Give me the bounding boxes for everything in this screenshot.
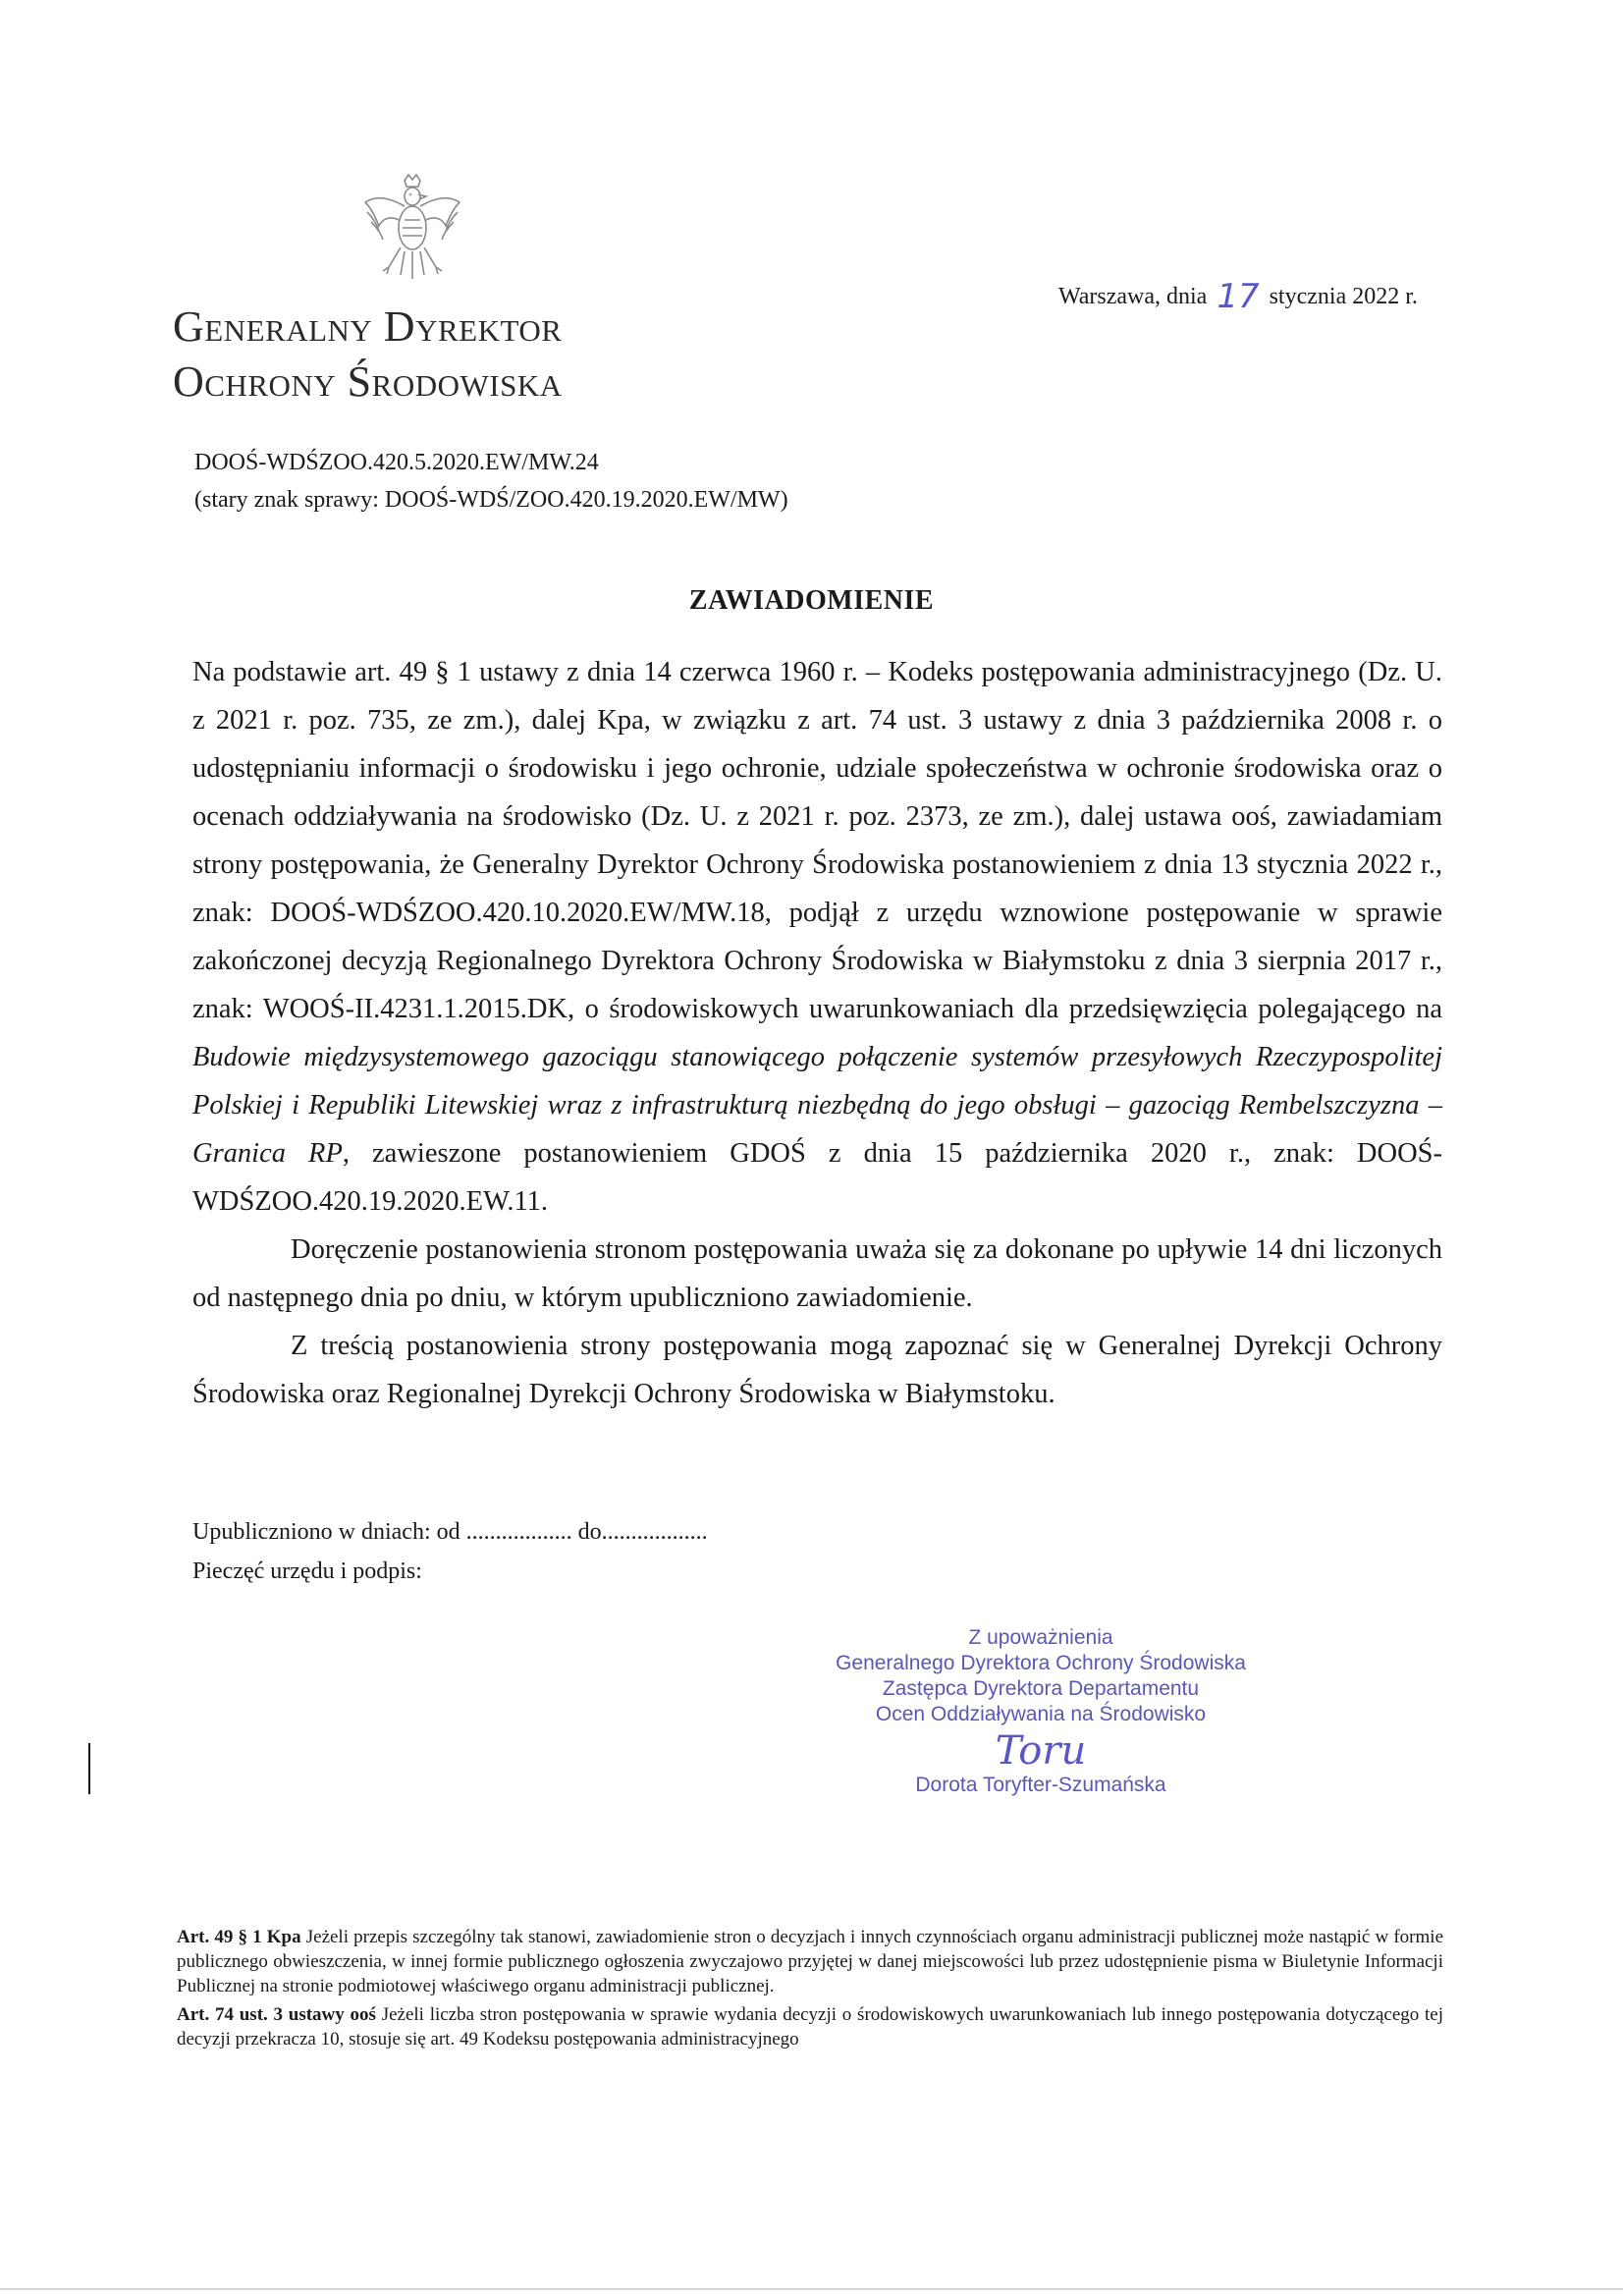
stamp-and-signature-label: Pieczęć urzędu i podpis:: [192, 1558, 422, 1584]
case-references: [194, 444, 788, 519]
stamp-line-1: Z upoważnienia: [968, 1626, 1113, 1649]
footnote-1: [177, 1925, 1443, 1998]
paragraph-1-text-a: Na podstawie art. 49 § 1 ustawy z dnia 14 czerwca 1960 r. – Kodeks postępowania administracyjnego (Dz. U. z 2021 r. poz. 735, ze zm.), dalej Kpa, w związku z art. 74 ust. 3 ustawy z dnia 3 października 2008 r. o udostępnianiu informacji o środowisku i jego ochronie, udziale społeczeństwa w ochronie środowiska oraz o ocenach oddziaływania na środowisko (Dz. U. z 2021 r. poz. 2373, ze zm.), dalej ustawa ooś, zawiadamiam strony postępowania, że Generalny Dyrektor Ochrony Środowiska postanowieniem z dnia 13 stycznia 2022 r., znak: DOOŚ-WDŚZOO.420.10.2020.EW/MW.18, podjął z urzędu wznowione postępowanie w sprawie zakończonej decyzją Regionalnego Dyrektora Ochrony Środowiska w Białymstoku z dnia 3 sierpnia 2017 r., znak: WOOŚ-II.4231.1.2015.DK, o środowiskowych uwarunkowaniach dla przedsięwzięcia polegającego na: [192, 657, 1442, 1024]
authority-line-2: Ochrony Środowiska: [173, 357, 563, 406]
publication-block: [192, 1512, 708, 1591]
project-name-italic: Budowie międzysystemowego gazociągu stanowiącego połączenie systemów przesyłowych Rzeczypospolitej Polskiej i Republiki Litewskiej wraz z infrastrukturą niezbędną do jego obsługi – gazociąg Rembelszczyzna – Granica RP: [192, 1042, 1442, 1169]
handwritten-signature: Toru: [995, 1728, 1087, 1774]
publication-dates: Upubliczniono w dniach: od .................. do..................: [192, 1519, 708, 1545]
footnote-2-text: Jeżeli liczba stron postępowania w sprawie wydania decyzji o środowiskowych uwarunkowaniach lub innego postępowania dotyczącego tej decyzji przekracza 10, stosuje się art. 49 Kodeksu postępowania administracyjnego: [177, 2004, 1443, 2050]
footnote-1-label: Art. 49 § 1 Kpa: [177, 1927, 301, 1947]
document-title: ZAWIADOMIENIE: [688, 585, 935, 616]
place-and-date: [1058, 277, 1418, 316]
issuing-authority: [173, 300, 563, 410]
stamp-line-2: Generalnego Dyrektora Ochrony Środowiska: [836, 1652, 1246, 1674]
footnote-2: [177, 2002, 1443, 2051]
signature-stamp: [776, 1625, 1306, 1798]
footnote-2-label: Art. 74 ust. 3 ustawy ooś: [177, 2004, 376, 2025]
margin-mark: [88, 1743, 90, 1794]
case-number: DOOŚ-WDŚZOO.420.5.2020.EW/MW.24: [194, 450, 599, 475]
date-prefix: Warszawa, dnia: [1058, 284, 1208, 309]
stamp-line-4: Ocen Oddziaływania na Środowisko: [875, 1703, 1207, 1725]
footnote-1-text: Jeżeli przepis szczególny tak stanowi, zawiadomienie stron o decyzjach i innych czynnościach organu administracji publicznej może nastąpić w formie publicznego obwieszczenia, w innej formie publicznego ogłoszenia zwyczajowo przyjętej w danej miejscowości lub przez udostępnienie pisma w Biuletynie Informacji Publicznej na stronie podmiotowej właściwego organu administracji publicznej.: [177, 1927, 1444, 1996]
body-paragraph-3: Z treścią postanowienia strony postępowania mogą zapoznać się w Generalnej Dyrekcji Ochrony Środowiska oraz Regionalnej Dyrekcji Ochrony Środowiska w Białymstoku.: [192, 1331, 1442, 1409]
polish-eagle-emblem-icon: [361, 173, 463, 287]
date-day-handwritten: 17: [1217, 277, 1260, 316]
body-paragraph-2: Doręczenie postanowienia stronom postępowania uważa się za dokonane po upływie 14 dni liczonych od następnego dnia po dniu, w którym upubliczniono zawiadomienie.: [192, 1234, 1442, 1313]
stamp-line-3: Zastępca Dyrektora Departamentu: [882, 1677, 1200, 1700]
authority-line-1: Generalny Dyrektor: [173, 302, 563, 351]
old-case-number: (stary znak sprawy: DOOŚ-WDŚ/ZOO.420.19.2020.EW/MW): [194, 487, 788, 513]
legal-footnotes: [177, 1925, 1443, 2055]
date-suffix: stycznia 2022 r.: [1269, 284, 1418, 309]
signatory-name: Dorota Toryfter-Szumańska: [915, 1774, 1166, 1796]
body-paragraph-1: [192, 648, 1442, 1226]
document-body: [192, 648, 1442, 1418]
scan-edge-line: [0, 2288, 1623, 2290]
paragraph-1-text-b: , zawieszone postanowieniem GDOŚ z dnia 15 października 2020 r., znak: DOOŚ-WDŚZOO.420.19.2020.EW.11.: [192, 1138, 1442, 1217]
